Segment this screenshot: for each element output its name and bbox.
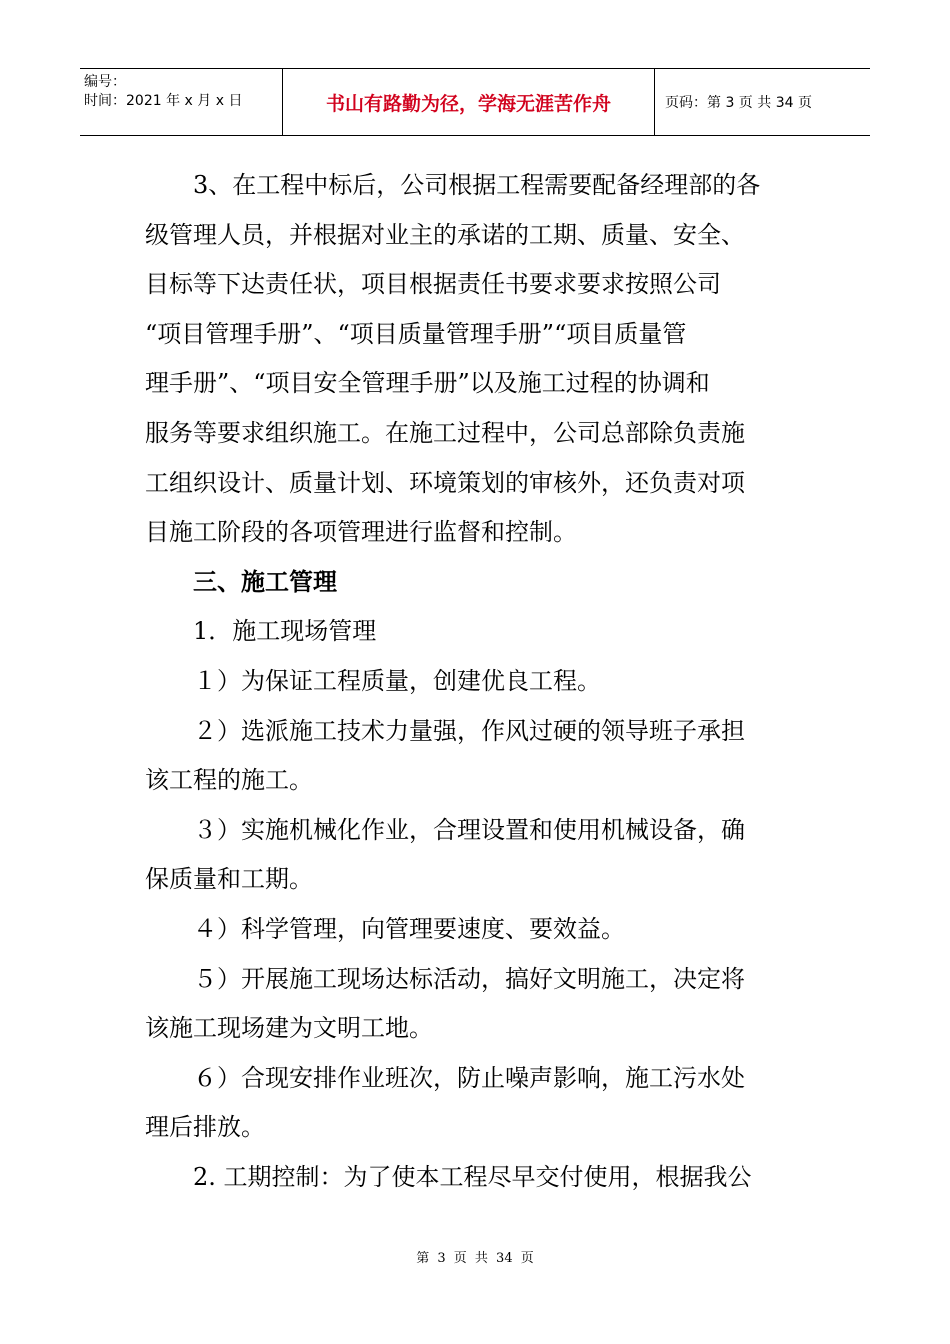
paragraph-line: 理后排放。: [145, 1113, 265, 1142]
list-item: ５）开展施工现场达标活动，搞好文明施工，决定将: [193, 964, 745, 993]
list-item: １）为保证工程质量，创建优良工程。: [193, 666, 601, 695]
header-motto: 书山有路勤为径，学海无涯苦作舟: [283, 69, 655, 135]
paragraph-line: 该工程的施工。: [145, 766, 313, 795]
paragraph-line: “项目管理手册”、“项目质量管理手册”“项目质量管: [145, 319, 687, 348]
paragraph-line: 理手册”、“项目安全管理手册”以及施工过程的协调和: [145, 369, 710, 398]
subsection-heading: 2. 工期控制：为了使本工程尽早交付使用，根据我公: [193, 1162, 752, 1191]
document-body: [145, 161, 815, 1202]
document-header: [80, 68, 870, 136]
header-page-info: 页码：第 3 页 共 34 页: [665, 95, 812, 111]
paragraph-line: 服务等要求组织施工。在施工过程中，公司总部除负责施: [145, 418, 745, 447]
header-meta: [80, 69, 283, 135]
list-item: ４）科学管理，向管理要速度、要效益。: [193, 914, 625, 943]
page-footer: 第 3 页 共 34 页: [416, 1251, 534, 1266]
list-item: ３）实施机械化作业，合理设置和使用机械设备，确: [193, 815, 745, 844]
section-heading: 三、施工管理: [193, 567, 337, 596]
paragraph-line: 目标等下达责任状，项目根据责任书要求要求按照公司: [145, 270, 721, 299]
number-label: 编号：: [84, 74, 126, 90]
paragraph-line: 级管理人员，并根据对业主的承诺的工期、质量、安全、: [145, 220, 745, 249]
list-item: ２）选派施工技术力量强，作风过硬的领导班子承担: [193, 716, 745, 745]
time-label: 时间：2021 年 x 月 x 日: [84, 93, 243, 109]
paragraph-line: 目施工阶段的各项管理进行监督和控制。: [145, 518, 577, 547]
paragraph-line: 3、在工程中标后，公司根据工程需要配备经理部的各: [193, 171, 761, 199]
paragraph-line: 保质量和工期。: [145, 865, 313, 894]
subsection-heading: 1．施工现场管理: [193, 617, 377, 646]
paragraph-line: 该施工现场建为文明工地。: [145, 1014, 433, 1043]
paragraph-line: 工组织设计、质量计划、环境策划的审核外，还负责对项: [145, 468, 745, 497]
list-item: ６）合现安排作业班次，防止噪声影响，施工污水处: [193, 1063, 745, 1092]
